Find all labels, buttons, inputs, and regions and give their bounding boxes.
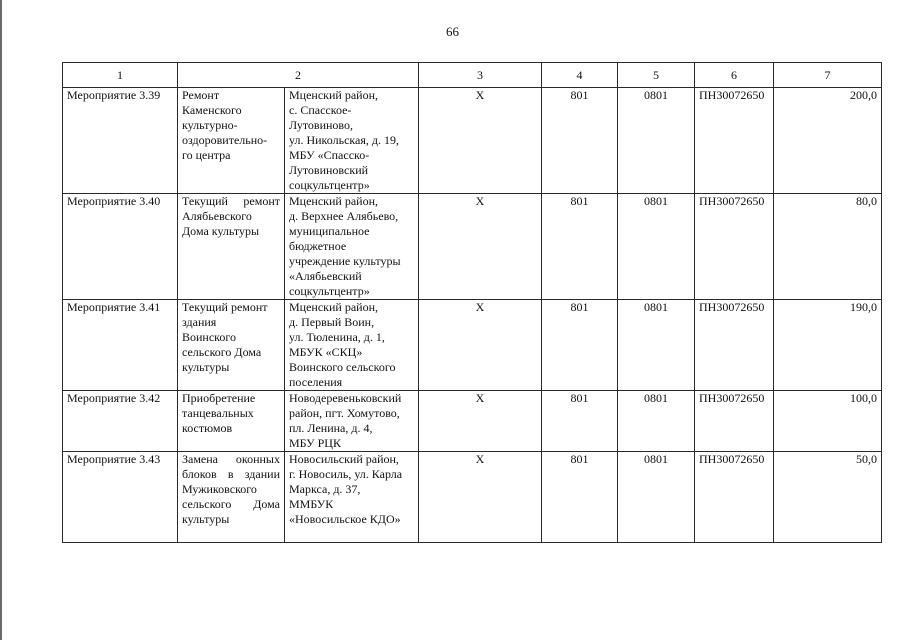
header-col-5: 5 — [618, 63, 695, 88]
address-cell — [285, 300, 419, 391]
event-name-line: сельского Дома — [182, 345, 262, 359]
event-name-line: Текущий ремонт — [182, 194, 280, 208]
col5-cell: 0801 — [618, 88, 695, 194]
col3-cell: Х — [419, 88, 542, 194]
event-name-line: сельского Дома — [182, 497, 280, 511]
table-row — [63, 391, 882, 452]
event-name-cell — [178, 300, 285, 391]
amount-cell: 200,0 — [774, 88, 882, 194]
address-line: пл. Ленина, д. 4, — [289, 421, 373, 435]
address-line: Новодеревеньковский — [289, 391, 402, 405]
budget-table — [62, 62, 882, 543]
address-line: «Новосильское КДО» — [289, 512, 401, 526]
event-name-line: Текущий ремонт — [182, 300, 268, 314]
col3-cell: Х — [419, 194, 542, 300]
event-name-line: костюмов — [182, 421, 233, 435]
header-col-2: 2 — [178, 63, 419, 88]
event-name-line: Алябьевского — [182, 209, 252, 223]
col3-cell: Х — [419, 452, 542, 543]
address-line: Мценский район, — [289, 88, 379, 102]
event-name-cell — [178, 391, 285, 452]
address-cell — [285, 194, 419, 300]
event-name-line: Дома культуры — [182, 224, 260, 238]
amount-cell: 50,0 — [774, 452, 882, 543]
event-name-line: культуры — [182, 360, 230, 374]
event-name-line: Замена оконных — [182, 452, 280, 466]
event-name-line: Мужиковского — [182, 482, 257, 496]
col4-cell: 801 — [542, 391, 618, 452]
event-name-cell — [178, 88, 285, 194]
address-line: ММБУК — [289, 497, 334, 511]
event-name-line: оздоровительно- — [182, 133, 268, 147]
address-line: муниципальное — [289, 224, 370, 238]
address-line: соцкультцентр» — [289, 178, 370, 192]
col5-cell: 0801 — [618, 194, 695, 300]
col6-cell: ПН30072650 — [695, 452, 774, 543]
event-name-cell — [178, 452, 285, 543]
address-line: МБУК «СКЦ» — [289, 345, 363, 359]
address-line: д. Верхнее Алябьево, — [289, 209, 399, 223]
header-col-6: 6 — [695, 63, 774, 88]
event-id-cell: Мероприятие 3.39 — [63, 88, 178, 194]
address-line: с. Спасское- — [289, 103, 352, 117]
table-row — [63, 300, 882, 391]
address-line: Мценский район, — [289, 300, 379, 314]
event-name-line: здания — [182, 315, 217, 329]
event-id-cell: Мероприятие 3.40 — [63, 194, 178, 300]
event-id-cell: Мероприятие 3.43 — [63, 452, 178, 543]
address-line: учреждение культуры — [289, 254, 401, 268]
address-line: Мценский район, — [289, 194, 379, 208]
col6-cell: ПН30072650 — [695, 391, 774, 452]
col3-cell: Х — [419, 391, 542, 452]
header-row — [63, 63, 882, 88]
col4-cell: 801 — [542, 88, 618, 194]
col4-cell: 801 — [542, 194, 618, 300]
address-line: район, пгт. Хомутово, — [289, 406, 400, 420]
header-col-4: 4 — [542, 63, 618, 88]
col3-cell: Х — [419, 300, 542, 391]
address-cell — [285, 452, 419, 543]
address-line: Лутовиново, — [289, 118, 354, 132]
col5-cell: 0801 — [618, 391, 695, 452]
address-cell — [285, 88, 419, 194]
table-row — [63, 452, 882, 543]
col5-cell: 0801 — [618, 452, 695, 543]
scan-left-edge — [0, 0, 2, 640]
address-line: д. Первый Воин, — [289, 315, 375, 329]
header-col-7: 7 — [774, 63, 882, 88]
address-line: Воинского сельского — [289, 360, 396, 374]
address-line: «Алябьевский — [289, 269, 362, 283]
amount-cell: 80,0 — [774, 194, 882, 300]
address-line: Лутовиновский — [289, 163, 369, 177]
amount-cell: 190,0 — [774, 300, 882, 391]
event-id-cell: Мероприятие 3.41 — [63, 300, 178, 391]
table-row — [63, 88, 882, 194]
event-name-line: Каменского — [182, 103, 242, 117]
address-line: поселения — [289, 375, 343, 389]
event-id-cell: Мероприятие 3.42 — [63, 391, 178, 452]
address-line: соцкультцентр» — [289, 284, 370, 298]
col4-cell: 801 — [542, 452, 618, 543]
amount-cell: 100,0 — [774, 391, 882, 452]
col4-cell: 801 — [542, 300, 618, 391]
address-line: ул. Никольская, д. 19, — [289, 133, 399, 147]
col6-cell: ПН30072650 — [695, 194, 774, 300]
event-name-line: блоков в здании — [182, 467, 280, 481]
col6-cell: ПН30072650 — [695, 300, 774, 391]
address-line: г. Новосиль, ул. Карла — [289, 467, 403, 481]
table-row — [63, 194, 882, 300]
event-name-line: Ремонт — [182, 88, 220, 102]
event-name-line: Приобретение — [182, 391, 256, 405]
header-col-3: 3 — [419, 63, 542, 88]
page-number: 66 — [446, 24, 459, 39]
event-name-line: Воинского — [182, 330, 237, 344]
address-line: Новосильский район, — [289, 452, 399, 466]
address-line: ул. Тюленина, д. 1, — [289, 330, 385, 344]
col5-cell: 0801 — [618, 300, 695, 391]
event-name-line: танцевальных — [182, 406, 254, 420]
address-line: Маркса, д. 37, — [289, 482, 361, 496]
event-name-line: го центра — [182, 148, 231, 162]
event-name-line: культуры — [182, 512, 230, 526]
address-line: МБУ «Спасско- — [289, 148, 370, 162]
event-name-cell — [178, 194, 285, 300]
address-cell — [285, 391, 419, 452]
address-line: МБУ РЦК — [289, 436, 341, 450]
header-col-1: 1 — [63, 63, 178, 88]
event-name-line: культурно- — [182, 118, 238, 132]
address-line: бюджетное — [289, 239, 347, 253]
col6-cell: ПН30072650 — [695, 88, 774, 194]
